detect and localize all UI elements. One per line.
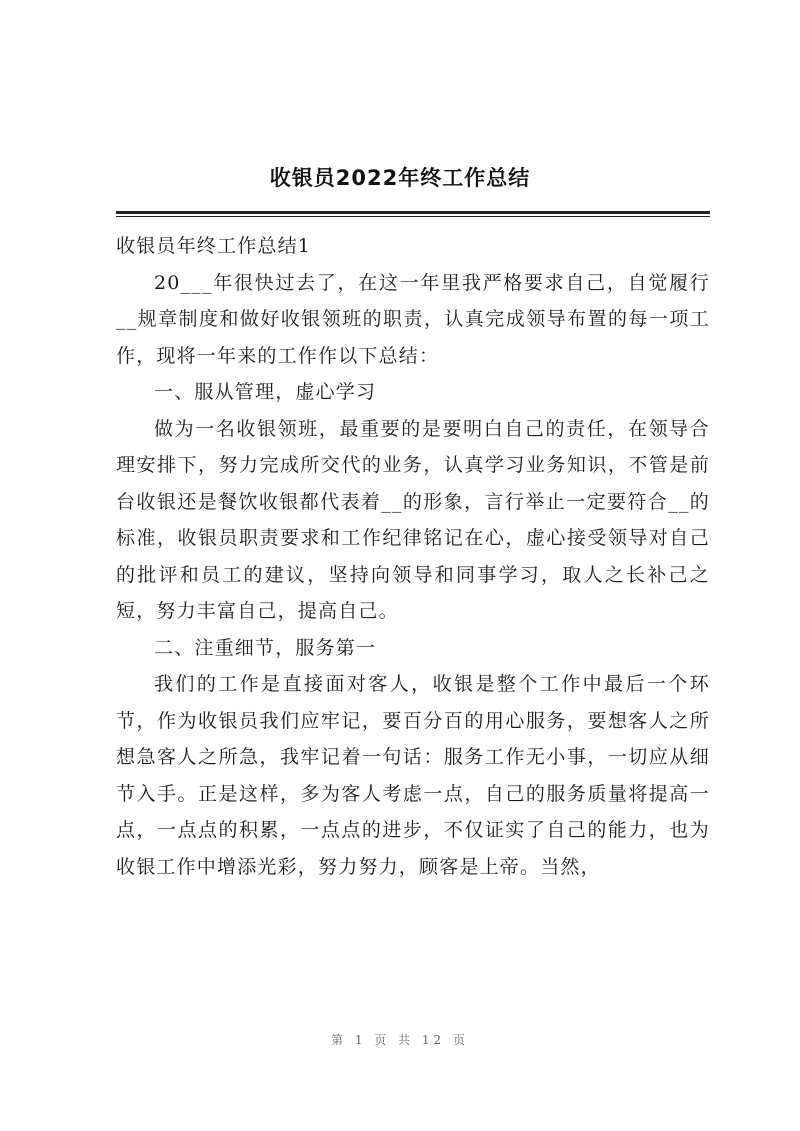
section-heading-2: 二、注重细节，服务第一 bbox=[154, 636, 377, 659]
page-number-footer: 第 1 页 共 12 页 bbox=[331, 1033, 469, 1047]
section-subtitle: 收银员年终工作总结1 bbox=[116, 235, 312, 257]
title-rule-thick bbox=[116, 211, 710, 214]
section-heading-1: 一、服从管理，虚心学习 bbox=[154, 381, 377, 403]
document-title: 收银员2022年终工作总结 bbox=[269, 166, 531, 190]
paragraph-section-2: 我们的工作是直接面对客人，收银是整个工作中最后一个环节，作为收银员我们应牢记，要百分百的用心服务，要想客人之所想急客人之所急，我牢记着一句话：服务工作无小事，一切应从细节入手。正是这样，多为客人考虑一点，自己的服务质量将提高一点，一点点的积累，一点点的进步，不仅证实了自己的能力，也为收银工作中增添光彩，努力努力，顾客是上帝。当然， bbox=[116, 673, 710, 878]
title-rule-thin bbox=[116, 216, 710, 217]
paragraph-section-1: 做为一名收银领班，最重要的是要明白自己的责任，在领导合理安排下，努力完成所交代的业务，认真学习业务知识，不管是前台收银还是餐饮收银都代表着__的形象，言行举止一定要符合__的标准，收银员职责要求和工作纪律铭记在心，虚心接受领导对自己的批评和员工的建议，坚持向领导和同事学习，取人之长补己之短，努力丰富自己，提高自己。 bbox=[116, 417, 710, 622]
paragraph-intro: 20___年很快过去了，在这一年里我严格要求自己，自觉履行__规章制度和做好收银领班的职责，认真完成领导布置的每一项工作，现将一年来的工作作以下总结： bbox=[116, 271, 710, 367]
document-body bbox=[116, 228, 710, 885]
